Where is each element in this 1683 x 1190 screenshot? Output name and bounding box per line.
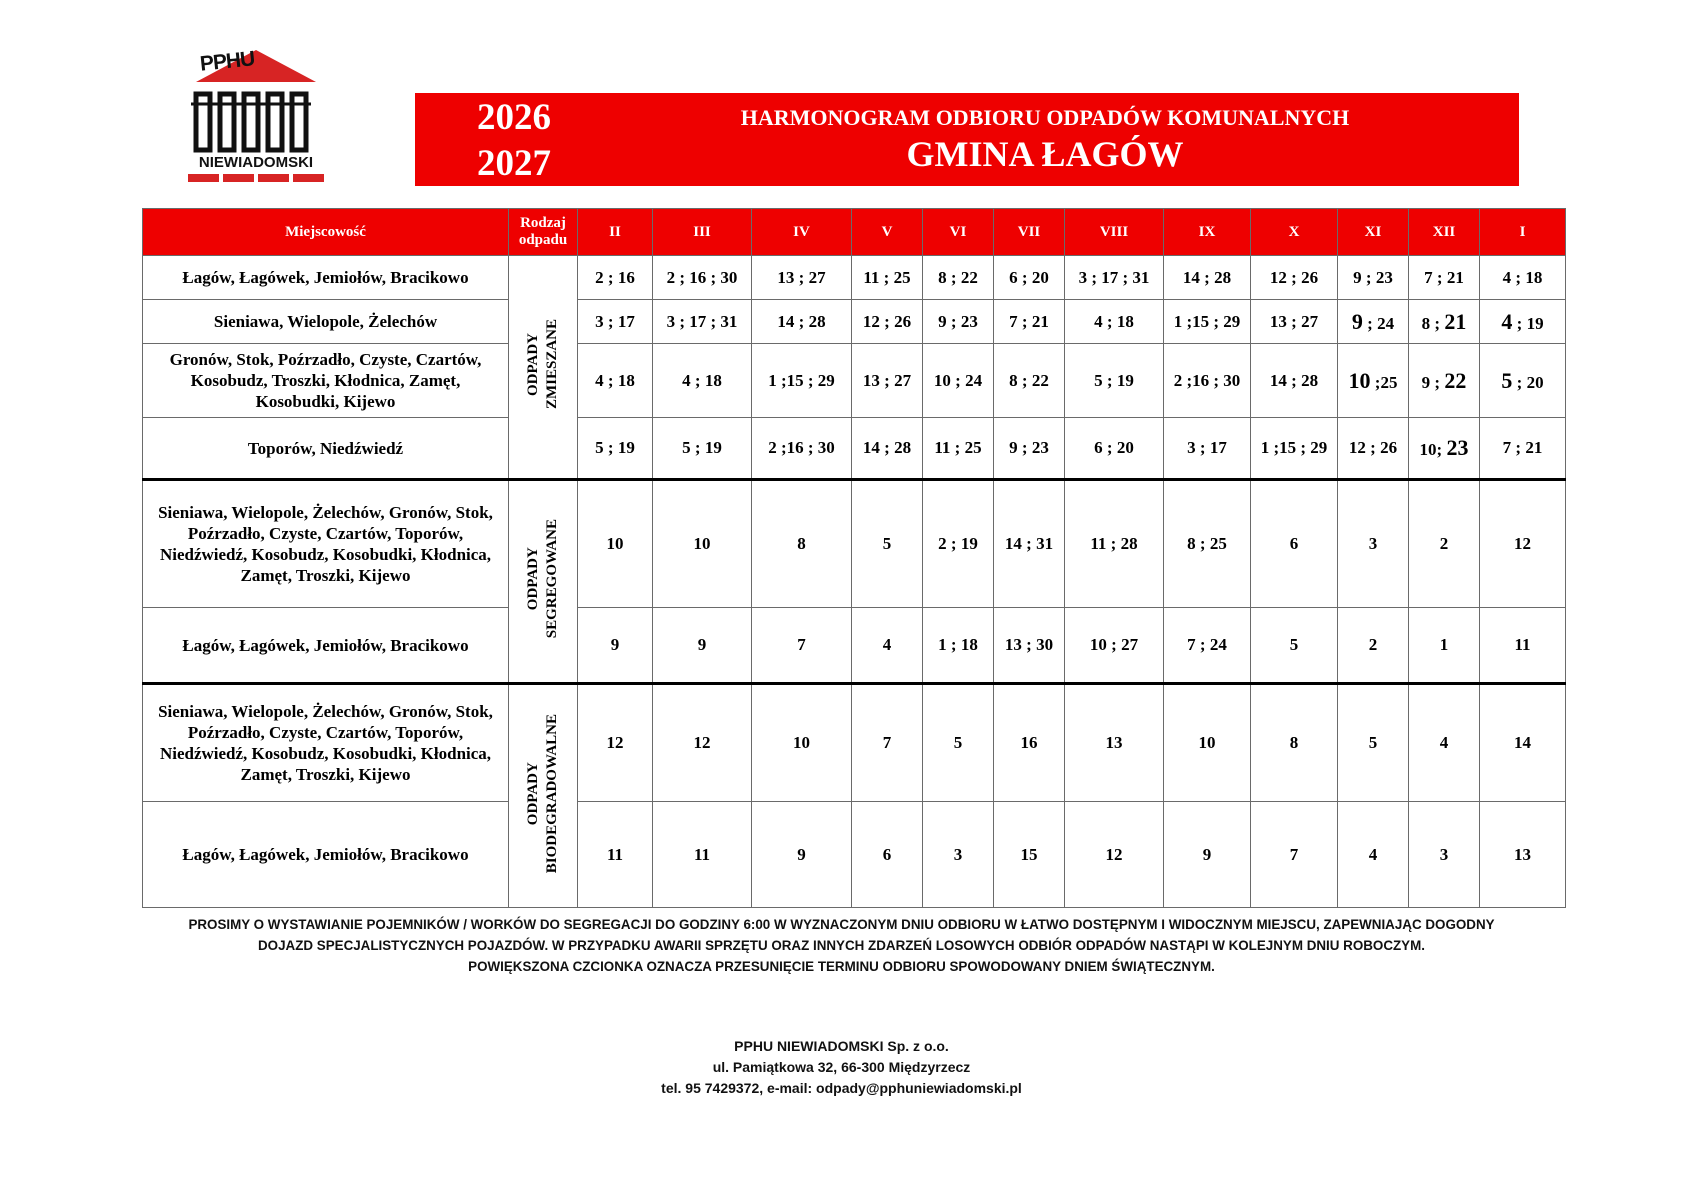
pickup-dates-cell: [1065, 802, 1164, 908]
header-month: IX: [1164, 209, 1251, 256]
shifted-date: 5: [1501, 367, 1513, 393]
pickup-dates-cell: [1480, 802, 1566, 908]
pickup-dates-cell: [752, 608, 852, 684]
pickup-date: 10 ; 27: [1089, 635, 1139, 654]
collection-schedule-table: [142, 208, 1566, 908]
pickup-dates-cell: [1338, 256, 1409, 300]
waste-type-text: ODPADY BIODEGRADOWALNE: [525, 713, 560, 874]
header-month: IV: [752, 209, 852, 256]
table-row: [143, 300, 1566, 344]
pickup-date: 8: [1289, 733, 1299, 752]
pickup-date: 8 ; 22: [1009, 370, 1049, 390]
pickup-dates-cell: [1338, 684, 1409, 802]
shifted-date: 21: [1444, 308, 1467, 334]
year-start: 2026: [477, 97, 551, 138]
pickup-dates-cell: [1251, 300, 1338, 344]
table-row: [143, 608, 1566, 684]
pickup-dates-cell: [1338, 802, 1409, 908]
pickup-dates-cell: [923, 344, 994, 418]
pickup-date: 7: [797, 635, 806, 654]
pickup-date: 12 ; 26: [1348, 438, 1398, 457]
pickup-dates-cell: [578, 802, 653, 908]
pickup-dates-cell: [994, 480, 1065, 608]
pickup-dates-cell: [1480, 344, 1566, 418]
pickup-dates-cell: [994, 300, 1065, 344]
pickup-dates-cell: [653, 344, 752, 418]
pickup-date: 1 ;15 ; 29: [1173, 311, 1241, 331]
pickup-date: 7: [1289, 844, 1299, 864]
pickup-dates-cell: [1164, 480, 1251, 608]
pickup-dates-cell: [578, 480, 653, 608]
pickup-dates-cell: [653, 256, 752, 300]
pickup-dates-cell: [923, 608, 994, 684]
place-name: Sieniawa, Wielopole, Żelechów: [143, 300, 509, 344]
pickup-dates-cell: [1065, 418, 1164, 480]
pickup-dates-cell: [852, 300, 923, 344]
pickup-date: 4 ; 18: [1502, 267, 1543, 287]
pickup-date: 13: [1514, 844, 1531, 864]
pickup-dates-cell: [752, 256, 852, 300]
pickup-dates-cell: [752, 480, 852, 608]
pickup-date: 2 ;16 ; 30: [1173, 370, 1241, 390]
pickup-dates-cell: [1251, 684, 1338, 802]
pickup-dates-cell: [578, 256, 653, 300]
pickup-date: 5: [953, 733, 963, 752]
table-row: [143, 344, 1566, 418]
pickup-dates-cell: [923, 480, 994, 608]
pickup-date: 7: [882, 733, 892, 752]
pickup-dates-cell: [578, 608, 653, 684]
pickup-date: 4 ; 18: [1094, 311, 1134, 331]
pickup-date: 7 ; 21: [1009, 311, 1049, 331]
pickup-date: 14 ; 31: [1004, 534, 1054, 553]
shifted-date: 10: [1348, 367, 1371, 393]
pickup-date: 5 ; 19: [1094, 370, 1134, 390]
pickup-dates-cell: [1065, 684, 1164, 802]
pickup-dates-cell: [1065, 608, 1164, 684]
place-name: Łagów, Łagówek, Jemiołów, Bracikowo: [143, 256, 509, 300]
pickup-dates-cell: [1164, 802, 1251, 908]
pickup-date: 9 ;: [1421, 372, 1445, 392]
pickup-dates-cell: [578, 300, 653, 344]
pickup-date: 13 ; 27: [777, 267, 826, 287]
pickup-date: 7 ; 24: [1187, 635, 1227, 654]
pickup-date: 2: [1439, 534, 1449, 553]
pickup-dates-cell: [1338, 300, 1409, 344]
notice-line: PROSIMY O WYSTAWIANIE POJEMNIKÓW / WORKÓW DO SEGREGACJI DO GODZINY 6:00 W WYZNACZONYM DNIU ODBIORU W ŁATWO DOSTĘPNYM I WIDOCZNYM MIEJSCU, ZAPEWNIAJĄC DOGODNY: [188, 917, 1495, 932]
pickup-date: 5: [1289, 635, 1299, 654]
pickup-date: 12: [606, 733, 624, 752]
footer-company: PPHU NIEWIADOMSKI Sp. z o.o.: [734, 1038, 949, 1054]
pickup-date: 9 ; 23: [1353, 267, 1393, 287]
header-month: I: [1480, 209, 1566, 256]
pickup-date: 4 ; 18: [595, 370, 635, 390]
waste-type-text: ODPADY ZMIESZANE: [525, 319, 560, 410]
pickup-date: 2 ; 16 ; 30: [666, 267, 738, 287]
schedule-years: [477, 95, 551, 187]
pickup-date: 10;: [1419, 440, 1447, 459]
pickup-dates-cell: [752, 418, 852, 480]
pickup-dates-cell: [1251, 418, 1338, 480]
pickup-date: 12: [1514, 534, 1531, 553]
pickup-date: 5 ; 19: [682, 438, 722, 457]
notice-line: POWIĘKSZONA CZCIONKA OZNACZA PRZESUNIĘCIE TERMINU ODBIORU SPOWODOWANY DNIEM ŚWIĄTECZNYM.: [468, 959, 1215, 974]
pickup-dates-cell: [578, 418, 653, 480]
pickup-date: 11 ; 28: [1090, 534, 1138, 553]
pickup-date: 13 ; 27: [862, 370, 912, 390]
pickup-dates-cell: [852, 684, 923, 802]
pickup-dates-cell: [1409, 256, 1480, 300]
pickup-dates-cell: [1251, 802, 1338, 908]
pickup-dates-cell: [1409, 802, 1480, 908]
logo-prefix: PPHU: [198, 47, 256, 76]
pickup-date: ;25: [1370, 372, 1398, 392]
table-row: [143, 802, 1566, 908]
pickup-dates-cell: [1065, 256, 1164, 300]
pickup-dates-cell: [653, 802, 752, 908]
notice-text: [150, 914, 1533, 977]
pickup-date: 10: [606, 534, 624, 553]
pickup-dates-cell: [1251, 344, 1338, 418]
pickup-date: ; 20: [1512, 372, 1544, 392]
pickup-date: 11: [606, 844, 624, 864]
pickup-dates-cell: [1251, 256, 1338, 300]
pickup-date: 13: [1105, 733, 1123, 752]
header-month: VIII: [1065, 209, 1164, 256]
table-row: [143, 480, 1566, 608]
pickup-date: 1 ;15 ; 29: [1260, 438, 1328, 457]
table-body: [143, 256, 1566, 908]
pickup-dates-cell: [752, 300, 852, 344]
pickup-date: 7 ; 21: [1502, 438, 1543, 457]
pickup-date: 3: [953, 844, 963, 864]
pickup-dates-cell: [923, 300, 994, 344]
pickup-dates-cell: [1409, 480, 1480, 608]
pickup-dates-cell: [1164, 344, 1251, 418]
pickup-dates-cell: [852, 256, 923, 300]
header-place: Miejscowość: [143, 209, 509, 256]
place-name: Gronów, Stok, Poźrzadło, Czyste, Czartów, Kosobudz, Troszki, Kłodnica, Zamęt, Kosobudki, Kijewo: [143, 344, 509, 418]
pickup-date: 3 ; 17 ; 31: [1078, 267, 1150, 287]
notice-line: DOJAZD SPECJALISTYCZNYCH POJAZDÓW. W PRZYPADKU AWARII SPRZĘTU ORAZ INNYCH ZDARZEŃ LOSOWYCH ODBIÓR ODPADÓW NASTĄPI W KOLEJNYM DNIU ROBOCZYM.: [258, 938, 1425, 953]
pickup-dates-cell: [1480, 684, 1566, 802]
table-row: [143, 256, 1566, 300]
header-month: III: [653, 209, 752, 256]
place-name: Sieniawa, Wielopole, Żelechów, Gronów, Stok, Poźrzadło, Czyste, Czartów, Toporów, Niedźwiedź, Kosobudz, Kosobudki, Kłodnica, Zamęt, Troszki, Kijewo: [143, 684, 509, 802]
place-name: Łagów, Łagówek, Jemiołów, Bracikowo: [143, 608, 509, 684]
pickup-dates-cell: [1251, 608, 1338, 684]
pickup-date: 11: [693, 844, 711, 864]
pickup-date: 14 ; 28: [1182, 267, 1232, 287]
pickup-date: 4: [1368, 844, 1378, 864]
pickup-dates-cell: [923, 684, 994, 802]
pickup-date: 6 ; 20: [1094, 438, 1134, 457]
pickup-dates-cell: [1338, 608, 1409, 684]
header-waste-type: Rodzaj odpadu: [509, 209, 578, 256]
pickup-date: 6: [1289, 534, 1299, 553]
pickup-dates-cell: [653, 684, 752, 802]
page-subtitle: GMINA ŁAGÓW: [906, 134, 1184, 174]
pickup-dates-cell: [1164, 418, 1251, 480]
pickup-dates-cell: [1480, 256, 1566, 300]
pickup-dates-cell: [994, 344, 1065, 418]
pickup-date: ; 19: [1512, 313, 1544, 333]
pickup-dates-cell: [852, 344, 923, 418]
pickup-dates-cell: [994, 802, 1065, 908]
pickup-date: 2 ; 16: [595, 267, 635, 287]
pickup-dates-cell: [578, 344, 653, 418]
pickup-date: 1 ;15 ; 29: [768, 370, 835, 390]
table-row: [143, 684, 1566, 802]
pickup-dates-cell: [1164, 684, 1251, 802]
pickup-dates-cell: [1164, 256, 1251, 300]
pickup-date: 10 ; 24: [933, 370, 983, 390]
waste-type-label: [509, 256, 578, 480]
pickup-date: 8 ; 22: [938, 267, 978, 287]
header-month: XI: [1338, 209, 1409, 256]
pickup-dates-cell: [1164, 300, 1251, 344]
shifted-date: 23: [1446, 435, 1469, 460]
pickup-dates-cell: [1480, 608, 1566, 684]
waste-type-text: ODPADY SEGREGOWANE: [525, 519, 560, 639]
pickup-date: 4: [1439, 733, 1449, 752]
pickup-date: 14 ; 28: [1269, 370, 1319, 390]
pickup-dates-cell: [752, 344, 852, 418]
table-header-row: [143, 209, 1566, 256]
shifted-date: 22: [1444, 367, 1467, 393]
shifted-date: 9: [1351, 308, 1363, 334]
pickup-dates-cell: [752, 684, 852, 802]
pickup-date: 5: [1368, 733, 1378, 752]
pickup-date: 5 ; 19: [595, 438, 635, 457]
pickup-date: 3: [1368, 534, 1378, 553]
pickup-dates-cell: [1164, 608, 1251, 684]
pickup-date: 14 ; 28: [862, 438, 912, 457]
pickup-dates-cell: [1480, 418, 1566, 480]
pickup-dates-cell: [1480, 300, 1566, 344]
pickup-dates-cell: [1065, 300, 1164, 344]
pickup-dates-cell: [994, 256, 1065, 300]
table-row: [143, 418, 1566, 480]
pickup-date: 6 ; 20: [1009, 267, 1049, 287]
pickup-date: 2 ; 19: [938, 534, 978, 553]
pickup-dates-cell: [994, 608, 1065, 684]
pickup-dates-cell: [923, 802, 994, 908]
place-name: Łagów, Łagówek, Jemiołów, Bracikowo: [143, 802, 509, 908]
pickup-date: 2: [1368, 635, 1378, 654]
header-month: II: [578, 209, 653, 256]
pickup-dates-cell: [1409, 418, 1480, 480]
pickup-dates-cell: [1409, 684, 1480, 802]
header-month: VI: [923, 209, 994, 256]
pickup-date: 3: [1439, 844, 1449, 864]
pickup-date: 1 ; 18: [938, 635, 978, 654]
header-month: X: [1251, 209, 1338, 256]
pickup-date: 4: [882, 635, 892, 654]
year-end: 2027: [477, 143, 551, 184]
pickup-dates-cell: [1409, 300, 1480, 344]
pickup-date: 9 ; 23: [938, 311, 978, 331]
place-name: Sieniawa, Wielopole, Żelechów, Gronów, Stok, Poźrzadło, Czyste, Czartów, Toporów, Niedźwiedź, Kosobudz, Kosobudki, Kłodnica, Zamęt, Troszki, Kijewo: [143, 480, 509, 608]
pickup-date: 14 ; 28: [777, 311, 826, 331]
pickup-date: 10: [693, 534, 711, 553]
pickup-dates-cell: [994, 684, 1065, 802]
pickup-dates-cell: [852, 480, 923, 608]
pickup-dates-cell: [852, 608, 923, 684]
pickup-date: 4 ; 18: [682, 370, 722, 390]
pickup-date: 9: [797, 844, 806, 864]
header-banner: [415, 93, 1519, 186]
pickup-date: 12 ; 26: [1269, 267, 1319, 287]
pickup-dates-cell: [578, 684, 653, 802]
pickup-date: 10: [1198, 733, 1216, 752]
pickup-date: 15: [1020, 844, 1038, 864]
company-logo: [186, 46, 326, 184]
pickup-date: 11: [1514, 635, 1531, 654]
pickup-dates-cell: [1409, 344, 1480, 418]
pickup-date: 12 ; 26: [862, 311, 912, 331]
pickup-date: 8 ;: [1421, 313, 1445, 333]
pickup-date: 9: [697, 635, 707, 654]
pickup-date: 10: [793, 733, 810, 752]
pickup-date: 9: [1202, 844, 1212, 864]
pickup-date: 3 ; 17 ; 31: [666, 311, 738, 331]
pickup-date: 7 ; 21: [1424, 267, 1464, 287]
logo-bars: [188, 174, 324, 182]
shifted-date: 4: [1501, 308, 1513, 334]
header-month: VII: [994, 209, 1065, 256]
place-name: Toporów, Niedźwiedź: [143, 418, 509, 480]
pickup-dates-cell: [1480, 480, 1566, 608]
pickup-dates-cell: [653, 480, 752, 608]
pickup-dates-cell: [752, 802, 852, 908]
pickup-date: 3 ; 17: [595, 311, 635, 331]
pickup-date: 11 ; 25: [863, 267, 911, 287]
pickup-dates-cell: [1338, 344, 1409, 418]
header-month: XII: [1409, 209, 1480, 256]
pickup-dates-cell: [653, 300, 752, 344]
pickup-date: 3 ; 17: [1187, 438, 1227, 457]
pickup-dates-cell: [653, 418, 752, 480]
company-footer: [500, 1036, 1183, 1099]
pickup-dates-cell: [1251, 480, 1338, 608]
pickup-date: 9: [610, 635, 620, 654]
pickup-date: 12: [1105, 844, 1123, 864]
pickup-date: 13 ; 27: [1269, 311, 1319, 331]
footer-address: ul. Pamiątkowa 32, 66-300 Międzyrzecz: [712, 1059, 971, 1075]
waste-type-label: [509, 684, 578, 908]
pickup-dates-cell: [1338, 418, 1409, 480]
pickup-dates-cell: [1338, 480, 1409, 608]
page-title: HARMONOGRAM ODBIORU ODPADÓW KOMUNALNYCH: [740, 105, 1350, 130]
pickup-date: 12: [693, 733, 711, 752]
pickup-date: 5: [882, 534, 892, 553]
pickup-dates-cell: [923, 256, 994, 300]
pickup-date: 6: [882, 844, 892, 864]
logo-name: NIEWIADOMSKI: [198, 154, 314, 171]
pickup-date: ; 24: [1362, 313, 1395, 333]
pickup-date: 14: [1514, 733, 1531, 752]
pickup-dates-cell: [653, 608, 752, 684]
pickup-dates-cell: [923, 418, 994, 480]
footer-contact: tel. 95 7429372, e-mail: odpady@pphuniewiadomski.pl: [661, 1080, 1022, 1096]
pickup-dates-cell: [994, 418, 1065, 480]
pickup-date: 16: [1020, 733, 1038, 752]
waste-type-label: [509, 480, 578, 684]
pickup-dates-cell: [1065, 480, 1164, 608]
header-month: V: [852, 209, 923, 256]
pickup-date: 1: [1439, 635, 1449, 654]
pickup-dates-cell: [1065, 344, 1164, 418]
pickup-dates-cell: [852, 418, 923, 480]
pickup-dates-cell: [1409, 608, 1480, 684]
pickup-dates-cell: [852, 802, 923, 908]
pickup-date: 2 ;16 ; 30: [768, 438, 835, 457]
pickup-date: 9 ; 23: [1009, 438, 1049, 457]
pickup-date: 8: [797, 534, 806, 553]
pickup-date: 13 ; 30: [1004, 635, 1054, 654]
pickup-date: 8 ; 25: [1187, 534, 1227, 553]
pickup-date: 11 ; 25: [934, 438, 982, 457]
